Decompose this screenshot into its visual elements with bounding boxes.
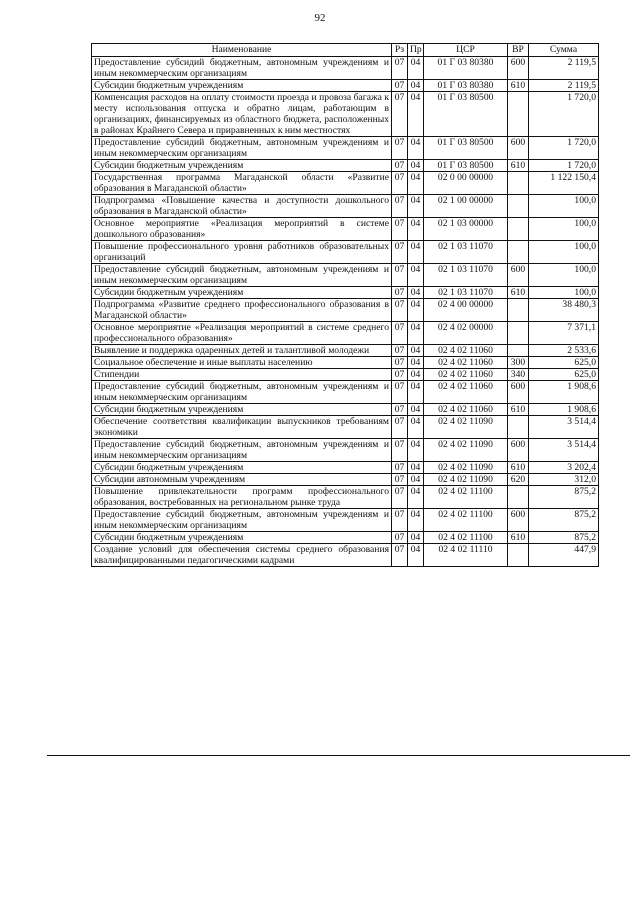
table-row xyxy=(92,345,599,357)
cell-rz: 07 xyxy=(392,299,408,322)
page-number: 92 xyxy=(314,12,326,24)
cell-pr: 04 xyxy=(408,57,424,80)
table-row xyxy=(92,160,599,172)
cell-vr xyxy=(508,322,529,345)
table-row xyxy=(92,241,599,264)
cell-name: Повышение привлекательности программ профессионального образования, востребованных на региональном рынке труда xyxy=(92,486,392,509)
cell-vr xyxy=(508,195,529,218)
cell-pr: 04 xyxy=(408,92,424,137)
cell-rz: 07 xyxy=(392,486,408,509)
cell-csr: 02 4 02 11060 xyxy=(424,357,508,369)
cell-name: Субсидии бюджетным учреждениям xyxy=(92,160,392,172)
cell-vr xyxy=(508,544,529,567)
table-row xyxy=(92,322,599,345)
cell-rz: 07 xyxy=(392,137,408,160)
cell-pr: 04 xyxy=(408,532,424,544)
cell-rz: 07 xyxy=(392,474,408,486)
cell-name: Предоставление субсидий бюджетным, автономным учреждениям и иным некоммерческим организациям xyxy=(92,439,392,462)
cell-vr: 600 xyxy=(508,264,529,287)
header-name: Наименование xyxy=(92,44,392,57)
cell-vr xyxy=(508,299,529,322)
table-row xyxy=(92,357,599,369)
cell-pr: 04 xyxy=(408,439,424,462)
cell-csr: 02 0 00 00000 xyxy=(424,172,508,195)
cell-name: Субсидии бюджетным учреждениям xyxy=(92,80,392,92)
table-row xyxy=(92,486,599,509)
cell-rz: 07 xyxy=(392,357,408,369)
cell-csr: 02 4 02 11060 xyxy=(424,404,508,416)
cell-pr: 04 xyxy=(408,287,424,299)
cell-sum: 625,0 xyxy=(529,357,599,369)
cell-name: Государственная программа Магаданской области «Развитие образования в Магаданской области» xyxy=(92,172,392,195)
cell-vr xyxy=(508,241,529,264)
table-row xyxy=(92,474,599,486)
cell-rz: 07 xyxy=(392,57,408,80)
table-row xyxy=(92,218,599,241)
cell-sum: 1 720,0 xyxy=(529,92,599,137)
cell-name: Предоставление субсидий бюджетным, автономным учреждениям и иным некоммерческим организациям xyxy=(92,264,392,287)
cell-pr: 04 xyxy=(408,299,424,322)
cell-name: Субсидии бюджетным учреждениям xyxy=(92,462,392,474)
cell-vr: 610 xyxy=(508,160,529,172)
cell-vr: 610 xyxy=(508,532,529,544)
cell-vr: 610 xyxy=(508,462,529,474)
header-csr: ЦСР xyxy=(424,44,508,57)
cell-sum: 2 533,6 xyxy=(529,345,599,357)
cell-sum: 625,0 xyxy=(529,369,599,381)
cell-csr: 02 4 02 11090 xyxy=(424,416,508,439)
cell-vr: 600 xyxy=(508,137,529,160)
table-row xyxy=(92,57,599,80)
table-row xyxy=(92,369,599,381)
cell-vr: 600 xyxy=(508,57,529,80)
table-body xyxy=(92,57,599,567)
table-row xyxy=(92,80,599,92)
cell-csr: 02 4 02 11100 xyxy=(424,532,508,544)
cell-rz: 07 xyxy=(392,241,408,264)
cell-csr: 01 Г 03 80380 xyxy=(424,57,508,80)
table-row xyxy=(92,404,599,416)
table-row xyxy=(92,462,599,474)
cell-rz: 07 xyxy=(392,462,408,474)
cell-sum: 875,2 xyxy=(529,532,599,544)
cell-rz: 07 xyxy=(392,287,408,299)
cell-rz: 07 xyxy=(392,369,408,381)
table-row xyxy=(92,532,599,544)
cell-pr: 04 xyxy=(408,357,424,369)
cell-csr: 02 4 02 11090 xyxy=(424,474,508,486)
table-row xyxy=(92,287,599,299)
cell-pr: 04 xyxy=(408,172,424,195)
cell-pr: 04 xyxy=(408,160,424,172)
cell-vr: 600 xyxy=(508,439,529,462)
cell-pr: 04 xyxy=(408,486,424,509)
cell-csr: 01 Г 03 80500 xyxy=(424,137,508,160)
cell-vr xyxy=(508,486,529,509)
cell-name: Социальное обеспечение и иные выплаты населению xyxy=(92,357,392,369)
cell-name: Субсидии бюджетным учреждениям xyxy=(92,532,392,544)
cell-pr: 04 xyxy=(408,241,424,264)
cell-pr: 04 xyxy=(408,474,424,486)
cell-name: Субсидии бюджетным учреждениям xyxy=(92,404,392,416)
cell-name: Выявление и поддержка одаренных детей и талантливой молодежи xyxy=(92,345,392,357)
cell-csr: 02 1 00 00000 xyxy=(424,195,508,218)
cell-name: Предоставление субсидий бюджетным, автономным учреждениям и иным некоммерческим организациям xyxy=(92,137,392,160)
cell-csr: 02 4 02 11060 xyxy=(424,369,508,381)
cell-name: Основное мероприятие «Реализация мероприятий в системе среднего профессионального образования» xyxy=(92,322,392,345)
table-header-row xyxy=(92,44,599,57)
cell-rz: 07 xyxy=(392,532,408,544)
cell-pr: 04 xyxy=(408,137,424,160)
cell-name: Создание условий для обеспечения системы среднего образования квалифицированными педагогическими кадрами xyxy=(92,544,392,567)
cell-sum: 447,9 xyxy=(529,544,599,567)
cell-sum: 312,0 xyxy=(529,474,599,486)
table-row xyxy=(92,509,599,532)
cell-sum: 100,0 xyxy=(529,241,599,264)
cell-rz: 07 xyxy=(392,264,408,287)
cell-rz: 07 xyxy=(392,509,408,532)
cell-csr: 02 4 02 11060 xyxy=(424,345,508,357)
header-rz: Рз xyxy=(392,44,408,57)
cell-vr xyxy=(508,172,529,195)
cell-csr: 02 4 02 11100 xyxy=(424,509,508,532)
table-row xyxy=(92,416,599,439)
cell-pr: 04 xyxy=(408,345,424,357)
cell-csr: 02 1 03 11070 xyxy=(424,287,508,299)
cell-csr: 02 4 02 11100 xyxy=(424,486,508,509)
cell-rz: 07 xyxy=(392,218,408,241)
cell-csr: 02 1 03 00000 xyxy=(424,218,508,241)
cell-sum: 1 720,0 xyxy=(529,137,599,160)
cell-rz: 07 xyxy=(392,92,408,137)
cell-pr: 04 xyxy=(408,264,424,287)
cell-name: Компенсация расходов на оплату стоимости проезда и провоза багажа к месту использования отпуска и обратно лицам, работающим в организациях, финансируемых из областного бюджета, расположенных в районах Крайнего Севера и приравненных к ним местностях xyxy=(92,92,392,137)
cell-name: Основное мероприятие «Реализация мероприятий в системе дошкольного образования» xyxy=(92,218,392,241)
table-row xyxy=(92,92,599,137)
cell-csr: 02 4 02 11090 xyxy=(424,439,508,462)
cell-csr: 01 Г 03 80500 xyxy=(424,92,508,137)
table-row xyxy=(92,299,599,322)
cell-pr: 04 xyxy=(408,80,424,92)
cell-sum: 1 122 150,4 xyxy=(529,172,599,195)
cell-rz: 07 xyxy=(392,80,408,92)
cell-pr: 04 xyxy=(408,218,424,241)
cell-sum: 1 908,6 xyxy=(529,381,599,404)
cell-pr: 04 xyxy=(408,462,424,474)
cell-rz: 07 xyxy=(392,322,408,345)
cell-csr: 02 1 03 11070 xyxy=(424,264,508,287)
cell-vr: 600 xyxy=(508,509,529,532)
cell-name: Предоставление субсидий бюджетным, автономным учреждениям и иным некоммерческим организациям xyxy=(92,57,392,80)
cell-csr: 02 4 02 11060 xyxy=(424,381,508,404)
header-vr: ВР xyxy=(508,44,529,57)
cell-pr: 04 xyxy=(408,509,424,532)
cell-rz: 07 xyxy=(392,416,408,439)
cell-name: Стипендии xyxy=(92,369,392,381)
cell-name: Обеспечение соответствия квалификации выпускников требованиям экономики xyxy=(92,416,392,439)
cell-rz: 07 xyxy=(392,345,408,357)
cell-rz: 07 xyxy=(392,439,408,462)
cell-name: Субсидии автономным учреждениям xyxy=(92,474,392,486)
table-row xyxy=(92,172,599,195)
header-sum: Сумма xyxy=(529,44,599,57)
cell-sum: 100,0 xyxy=(529,287,599,299)
cell-vr xyxy=(508,416,529,439)
cell-sum: 875,2 xyxy=(529,486,599,509)
cell-rz: 07 xyxy=(392,160,408,172)
cell-sum: 100,0 xyxy=(529,264,599,287)
cell-vr: 620 xyxy=(508,474,529,486)
header-pr: Пр xyxy=(408,44,424,57)
cell-pr: 04 xyxy=(408,322,424,345)
cell-vr: 340 xyxy=(508,369,529,381)
table-row xyxy=(92,137,599,160)
cell-csr: 02 4 02 11110 xyxy=(424,544,508,567)
table-row xyxy=(92,544,599,567)
cell-pr: 04 xyxy=(408,195,424,218)
table-row xyxy=(92,264,599,287)
cell-sum: 3 202,4 xyxy=(529,462,599,474)
table-row xyxy=(92,381,599,404)
cell-name: Предоставление субсидий бюджетным, автономным учреждениям и иным некоммерческим организациям xyxy=(92,381,392,404)
cell-rz: 07 xyxy=(392,172,408,195)
cell-sum: 100,0 xyxy=(529,195,599,218)
cell-sum: 875,2 xyxy=(529,509,599,532)
cell-vr xyxy=(508,218,529,241)
cell-sum: 2 119,5 xyxy=(529,80,599,92)
cell-vr xyxy=(508,345,529,357)
cell-pr: 04 xyxy=(408,381,424,404)
cell-name: Субсидии бюджетным учреждениям xyxy=(92,287,392,299)
cell-sum: 7 371,1 xyxy=(529,322,599,345)
cell-csr: 02 4 00 00000 xyxy=(424,299,508,322)
cell-pr: 04 xyxy=(408,369,424,381)
cell-rz: 07 xyxy=(392,195,408,218)
cell-vr: 610 xyxy=(508,80,529,92)
footer-divider xyxy=(47,755,630,756)
cell-sum: 2 119,5 xyxy=(529,57,599,80)
cell-csr: 01 Г 03 80380 xyxy=(424,80,508,92)
cell-rz: 07 xyxy=(392,544,408,567)
budget-table xyxy=(91,43,599,567)
cell-vr xyxy=(508,92,529,137)
cell-vr: 610 xyxy=(508,287,529,299)
cell-csr: 01 Г 03 80500 xyxy=(424,160,508,172)
cell-pr: 04 xyxy=(408,404,424,416)
cell-sum: 38 480,3 xyxy=(529,299,599,322)
cell-vr: 600 xyxy=(508,381,529,404)
cell-csr: 02 4 02 00000 xyxy=(424,322,508,345)
cell-vr: 300 xyxy=(508,357,529,369)
cell-sum: 1 720,0 xyxy=(529,160,599,172)
table-row xyxy=(92,195,599,218)
cell-name: Подпрограмма «Развитие среднего профессионального образования в Магаданской области» xyxy=(92,299,392,322)
cell-sum: 3 514,4 xyxy=(529,439,599,462)
cell-sum: 100,0 xyxy=(529,218,599,241)
cell-name: Подпрограмма «Повышение качества и доступности дошкольного образования в Магаданской области» xyxy=(92,195,392,218)
cell-rz: 07 xyxy=(392,381,408,404)
cell-vr: 610 xyxy=(508,404,529,416)
cell-pr: 04 xyxy=(408,544,424,567)
table-row xyxy=(92,439,599,462)
cell-rz: 07 xyxy=(392,404,408,416)
cell-name: Повышение профессионального уровня работников образовательных организаций xyxy=(92,241,392,264)
cell-pr: 04 xyxy=(408,416,424,439)
cell-sum: 3 514,4 xyxy=(529,416,599,439)
cell-csr: 02 4 02 11090 xyxy=(424,462,508,474)
cell-csr: 02 1 03 11070 xyxy=(424,241,508,264)
cell-name: Предоставление субсидий бюджетным, автономным учреждениям и иным некоммерческим организациям xyxy=(92,509,392,532)
cell-sum: 1 908,6 xyxy=(529,404,599,416)
